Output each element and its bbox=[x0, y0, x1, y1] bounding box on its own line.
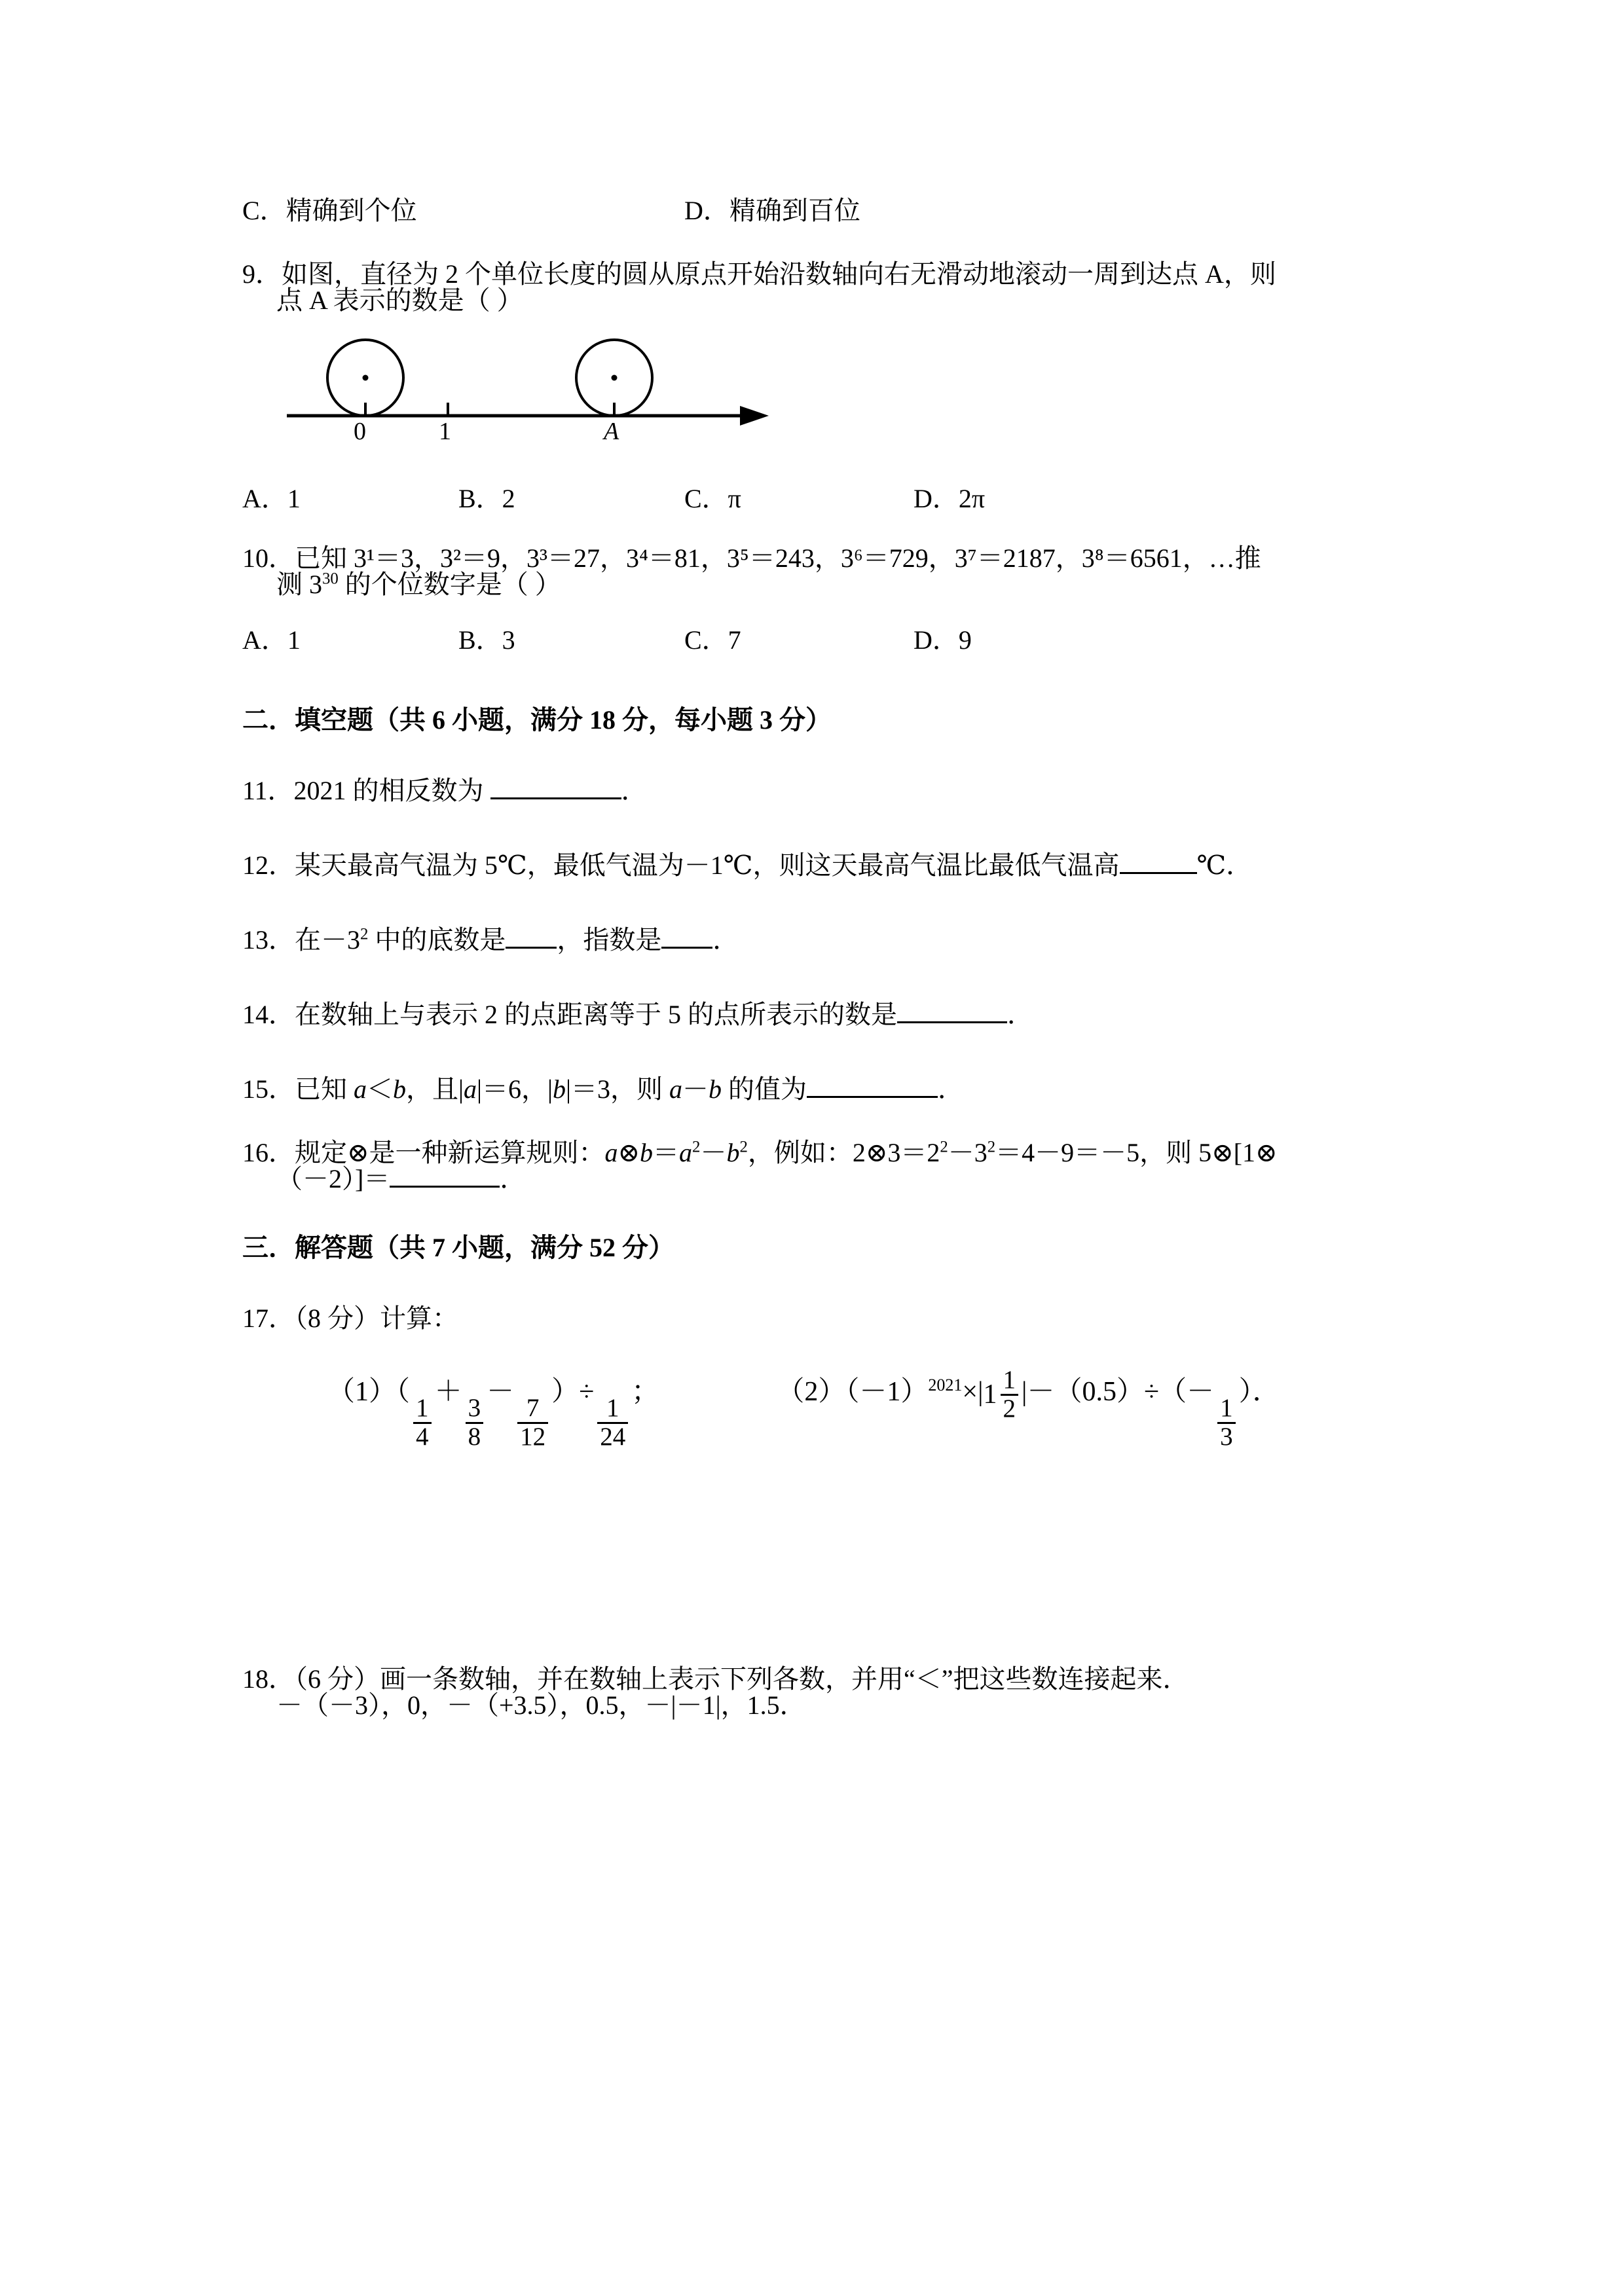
question-11 bbox=[242, 767, 1385, 815]
question-14 bbox=[242, 991, 1385, 1039]
q15-seg7: 的值为 bbox=[722, 1074, 807, 1104]
q17-p2-times: × bbox=[962, 1377, 978, 1407]
q17-p2-abs-close: | bbox=[1022, 1377, 1027, 1407]
fraction-denominator: 8 bbox=[466, 1422, 484, 1451]
q10-options-row bbox=[242, 616, 1385, 665]
q10-option-d[interactable]: D．9 bbox=[913, 625, 972, 655]
q16-answer-blank[interactable] bbox=[390, 1186, 500, 1188]
q9-number: 9． bbox=[242, 259, 282, 289]
question-15 bbox=[242, 1065, 1385, 1114]
q15-seg5: |＝3，则 bbox=[566, 1074, 670, 1104]
q13-text-mid2: ，指数是 bbox=[557, 925, 662, 955]
q13-exponent: 2 bbox=[360, 925, 369, 943]
q15-answer-blank[interactable] bbox=[807, 1096, 938, 1098]
otimes-icon-3: ⊗ bbox=[865, 1138, 888, 1167]
question-12 bbox=[242, 841, 1385, 890]
otimes-icon-2: ⊗ bbox=[618, 1138, 640, 1167]
q15-var-a: a bbox=[354, 1074, 367, 1104]
q13-text-prefix: 在－3 bbox=[295, 925, 360, 955]
q17-p1-plus: ＋ bbox=[434, 1377, 462, 1407]
q12-answer-blank[interactable] bbox=[1120, 872, 1197, 874]
q15-seg1: 已知 bbox=[295, 1074, 354, 1104]
q9-option-c[interactable]: C．π bbox=[684, 484, 741, 513]
q16-number: 16． bbox=[242, 1138, 295, 1167]
q13-number: 13． bbox=[242, 925, 295, 955]
section-3-heading: 三．解答题（共 7 小题，满分 52 分） bbox=[242, 1233, 674, 1262]
q17-p1-divide: ÷ bbox=[579, 1377, 595, 1407]
q17-p2-exponent: 2021 bbox=[928, 1376, 963, 1394]
q17-p1-minus: － bbox=[487, 1377, 515, 1407]
q10-line2-prefix: 测 3 bbox=[276, 570, 322, 599]
q9-line-1 bbox=[242, 261, 1385, 287]
q10-option-b[interactable]: B．3 bbox=[458, 625, 515, 655]
question-9 bbox=[242, 261, 1385, 314]
q17-answer-space[interactable] bbox=[242, 1450, 1385, 1666]
q17-p1-close-paren: ） bbox=[551, 1377, 580, 1407]
q18-text-line1: （6 分）画一条数轴，并在数轴上表示下列各数，并用“＜”把这些数连接起来． bbox=[295, 1664, 1189, 1694]
fraction-denominator: 4 bbox=[413, 1422, 432, 1451]
mixed-whole: 1 bbox=[983, 1379, 997, 1410]
q16-var-a2: a bbox=[679, 1138, 693, 1167]
q13-period: ． bbox=[712, 925, 739, 955]
q12-number: 12． bbox=[242, 850, 295, 880]
circle-center-dot-start bbox=[363, 375, 369, 381]
q15-seg6: － bbox=[682, 1074, 709, 1104]
otimes-icon-4: ⊗ bbox=[1211, 1138, 1234, 1167]
q8-option-c[interactable]: C．精确到个位 bbox=[242, 196, 417, 225]
q9-numberline-figure bbox=[282, 332, 1385, 456]
q16-line-1 bbox=[242, 1140, 1385, 1166]
q17-p1-open-paren: （ bbox=[396, 1377, 411, 1407]
fraction-1-4 bbox=[413, 1395, 432, 1450]
q9-option-b[interactable]: B．2 bbox=[458, 484, 515, 513]
fraction-numerator: 1 bbox=[1220, 1394, 1233, 1423]
q16-s7: [1 bbox=[1233, 1138, 1256, 1167]
q10-number: 10． bbox=[242, 543, 295, 573]
q9-options-row bbox=[242, 475, 1385, 523]
q18-line-1 bbox=[242, 1666, 1385, 1692]
q17-part2 bbox=[777, 1343, 1280, 1450]
q16-var-b2: b bbox=[726, 1138, 740, 1167]
q14-period: ． bbox=[1007, 1000, 1033, 1029]
question-10 bbox=[242, 545, 1385, 598]
q15-seg4: |＝6，| bbox=[477, 1074, 553, 1104]
q10-line2-exponent: 30 bbox=[322, 570, 339, 588]
q9-line-2: 点 A 表示的数是（ ） bbox=[276, 285, 523, 315]
q14-text: 在数轴上与表示 2 的点距离等于 5 的点所表示的数是 bbox=[295, 1000, 897, 1029]
fraction-denominator: 3 bbox=[1217, 1422, 1236, 1451]
page-content bbox=[242, 187, 1385, 1719]
q16-s3: ，例如：2 bbox=[747, 1138, 866, 1167]
axis-arrowhead bbox=[740, 406, 769, 426]
q17-expressions-row bbox=[242, 1343, 1385, 1450]
fraction-1-24 bbox=[597, 1395, 628, 1450]
q18-line-2: －（－3），0，－（+3.5），0.5，－|－1|，1.5． bbox=[276, 1690, 806, 1721]
q17-p2-minus: － bbox=[1027, 1377, 1055, 1407]
q14-number: 14． bbox=[242, 1000, 295, 1029]
q11-text: 2021 的相反数为 bbox=[293, 776, 484, 805]
numberline-label-one: 1 bbox=[439, 418, 451, 445]
q16-var-b: b bbox=[640, 1138, 654, 1167]
fraction-7-12 bbox=[517, 1395, 548, 1450]
q10-text-line1: 已知 3¹＝3，3²＝9，3³＝27，3⁴＝81，3⁵＝243，3⁶＝729，3⁷＝2187，3⁸＝6561，…推 bbox=[295, 543, 1261, 573]
q17-p1-terminator: ； bbox=[631, 1377, 659, 1407]
q16-s4: 3＝2 bbox=[887, 1138, 940, 1167]
q16-sup-a2: 2 bbox=[692, 1138, 701, 1156]
q9-text-line1: 如图，直径为 2 个单位长度的圆从原点开始沿数轴向右无滑动地滚动一周到达点 A，则 bbox=[282, 259, 1276, 289]
question-16 bbox=[242, 1140, 1385, 1192]
q15-number: 15． bbox=[242, 1074, 295, 1104]
q10-option-a[interactable]: A．1 bbox=[242, 625, 301, 655]
q15-var-a3: a bbox=[669, 1074, 683, 1104]
q17-p1-label: （1） bbox=[327, 1377, 397, 1407]
q17-p2-paren-open: （－ bbox=[1159, 1377, 1215, 1407]
q16-s1: 规定 bbox=[295, 1138, 347, 1167]
q10-option-c[interactable]: C．7 bbox=[684, 625, 741, 655]
q13-answer-blank-exponent[interactable] bbox=[661, 947, 712, 949]
q17-p2-decimal: （0.5） bbox=[1054, 1377, 1144, 1407]
q9-option-a[interactable]: A．1 bbox=[242, 484, 301, 513]
q17-p2-base: （－1） bbox=[845, 1377, 929, 1407]
q16-minus: － bbox=[700, 1138, 727, 1167]
q12-text: 某天最高气温为 5℃，最低气温为－1℃，则这天最高气温比最低气温高 bbox=[295, 850, 1120, 880]
fraction-numerator: 3 bbox=[468, 1394, 481, 1423]
fraction-numerator: 7 bbox=[526, 1394, 540, 1423]
q17-part1 bbox=[327, 1343, 659, 1450]
fraction-1-3 bbox=[1217, 1395, 1236, 1450]
q16-period: ． bbox=[500, 1164, 526, 1194]
numberline-label-a: A bbox=[604, 418, 619, 445]
mixed-number-1-half bbox=[984, 1345, 1022, 1444]
q17-p2-divide: ÷ bbox=[1144, 1377, 1160, 1407]
q16-s5: －3 bbox=[948, 1138, 987, 1167]
q18-number: 18． bbox=[242, 1664, 295, 1694]
circle-center-dot-end bbox=[612, 375, 618, 381]
q16-sup-2: 2 bbox=[940, 1138, 948, 1156]
otimes-icon-5: ⊗ bbox=[1255, 1138, 1278, 1167]
q10-line2-suffix: 的个位数字是（ ） bbox=[338, 570, 561, 599]
q16-line2-text: （－2）]＝ bbox=[276, 1164, 390, 1194]
q15-var-a2: a bbox=[464, 1074, 477, 1104]
q11-number: 11． bbox=[242, 776, 294, 805]
fraction-1-2 bbox=[1001, 1367, 1019, 1422]
q16-var-a: a bbox=[604, 1138, 618, 1167]
q17-p2-paren-close: ） bbox=[1238, 1377, 1253, 1407]
q9-option-d[interactable]: D．2π bbox=[913, 484, 986, 513]
question-17-header bbox=[242, 1294, 1385, 1343]
q15-var-b: b bbox=[393, 1074, 406, 1104]
fraction-denominator: 24 bbox=[597, 1422, 628, 1451]
section-2-heading: 二．填空题（共 6 小题，满分 18 分，每小题 3 分） bbox=[242, 705, 832, 735]
numberline-label-zero: 0 bbox=[354, 418, 366, 445]
q10-line-1 bbox=[242, 545, 1385, 572]
q17-header-text: （8 分）计算： bbox=[295, 1303, 458, 1333]
q16-s2: 是一种新运算规则： bbox=[369, 1138, 605, 1167]
question-13 bbox=[242, 916, 1385, 964]
q8-options-row bbox=[242, 187, 1385, 235]
fraction-numerator: 1 bbox=[1003, 1366, 1016, 1394]
fraction-numerator: 1 bbox=[416, 1394, 429, 1423]
q10-line-2 bbox=[242, 572, 1385, 598]
fraction-numerator: 1 bbox=[606, 1394, 619, 1423]
q11-period: ． bbox=[621, 776, 648, 805]
q12-unit: ℃． bbox=[1196, 850, 1253, 880]
q15-var-b3: b bbox=[709, 1074, 722, 1104]
q16-line-2 bbox=[242, 1166, 1385, 1192]
q16-s6: ＝4－9＝－5，则 5 bbox=[995, 1138, 1212, 1167]
fraction-denominator: 2 bbox=[1001, 1394, 1019, 1423]
otimes-icon: ⊗ bbox=[347, 1138, 369, 1167]
fraction-3-8 bbox=[466, 1395, 484, 1450]
q17-p2-label: （2） bbox=[777, 1377, 846, 1407]
q17-p2-abs-open: | bbox=[978, 1377, 984, 1407]
question-18 bbox=[242, 1666, 1385, 1719]
q17-p2-terminator: ． bbox=[1252, 1377, 1280, 1407]
q16-eq: ＝ bbox=[653, 1138, 680, 1167]
q16-sup-2b: 2 bbox=[987, 1138, 996, 1156]
q17-number: 17． bbox=[242, 1303, 295, 1333]
q15-period: ． bbox=[938, 1074, 965, 1104]
q15-seg2: ＜ bbox=[367, 1074, 393, 1104]
q11-answer-blank[interactable] bbox=[490, 797, 621, 799]
fraction-denominator: 12 bbox=[517, 1422, 548, 1451]
q13-answer-blank-base[interactable] bbox=[506, 947, 557, 949]
q14-answer-blank[interactable] bbox=[897, 1021, 1007, 1023]
q16-sup-b2: 2 bbox=[739, 1138, 748, 1156]
q15-seg3: ，且| bbox=[406, 1074, 464, 1104]
q15-var-b2: b bbox=[553, 1074, 566, 1104]
q13-text-mid1: 中的底数是 bbox=[368, 925, 506, 955]
q8-option-d[interactable]: D．精确到百位 bbox=[684, 196, 860, 225]
